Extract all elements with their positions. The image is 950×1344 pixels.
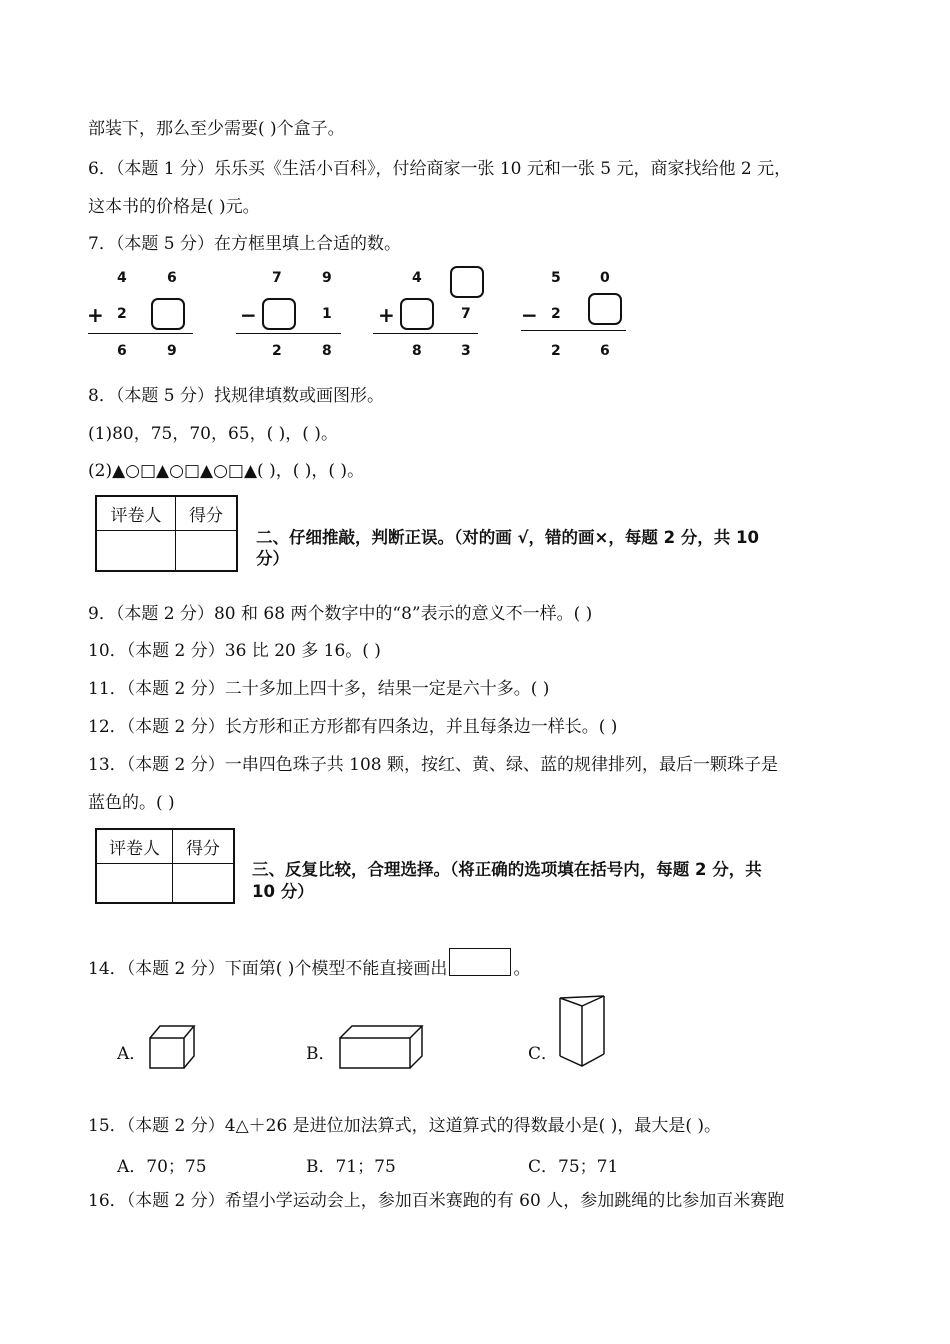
question-16: 16．（本题 2 分）希望小学运动会上，参加百米赛跑的有 60 人，参加跳绳的比参加百米赛跑 — [88, 1191, 785, 1211]
question-11: 11．（本题 2 分）二十多加上四十多，结果一定是六十多。( ) — [88, 679, 550, 699]
sum-line — [521, 330, 626, 331]
digit: 2 — [551, 343, 561, 359]
operator: − — [521, 303, 538, 327]
option-b[interactable]: B．71；75 — [306, 1157, 396, 1177]
grader-header: 评卷人 — [96, 496, 176, 530]
question-14 — [88, 948, 530, 980]
operator: + — [87, 303, 104, 327]
score-cell[interactable] — [176, 530, 238, 571]
score-table — [95, 828, 235, 904]
option-b-label[interactable]: B． — [306, 1044, 336, 1064]
question-8: 8．（本题 5 分）找规律填数或画图形。 — [88, 386, 384, 406]
question-13-cont: 蓝色的。( ) — [88, 793, 175, 813]
answer-box[interactable] — [262, 298, 296, 330]
answer-box[interactable] — [151, 298, 185, 330]
digit: 6 — [167, 270, 177, 286]
question-13: 13．（本题 2 分）一串四色珠子共 108 颗，按红、黄、绿、蓝的规律排列，最后一颗珠子是 — [88, 755, 779, 775]
digit: 3 — [461, 343, 471, 359]
question-10: 10．（本题 2 分）36 比 20 多 16。( ) — [88, 641, 381, 661]
question-9: 9．（本题 2 分）80 和 68 两个数字中的“8”表示的意义不一样。( ) — [88, 604, 593, 624]
digit: 6 — [117, 343, 127, 359]
digit: 2 — [272, 343, 282, 359]
score-cell[interactable] — [173, 863, 235, 903]
grader-header: 评卷人 — [96, 829, 173, 863]
question-7: 7．（本题 5 分）在方框里填上合适的数。 — [88, 234, 401, 254]
section-3-title-cont: 10 分） — [252, 882, 314, 901]
digit: 0 — [600, 270, 610, 286]
section-2-title: 二、仔细推敲，判断正误。（对的画 √，错的画×，每题 2 分，共 10 — [256, 528, 760, 547]
option-a-label[interactable]: A． — [117, 1044, 147, 1064]
question-6: 6．（本题 1 分）乐乐买《生活小百科》，付给商家一张 10 元和一张 5 元，商家找给他 2 元， — [88, 159, 792, 179]
question-14-text: 14．（本题 2 分）下面第( )个模型不能直接画出 — [88, 959, 448, 979]
cuboid-icon — [338, 1024, 424, 1070]
cube-icon — [148, 1024, 196, 1070]
operator: − — [240, 303, 257, 327]
score-header: 得分 — [173, 829, 235, 863]
answer-box[interactable] — [450, 266, 484, 298]
question-15: 15．（本题 2 分）4△＋26 是进位加法算式，这道算式的得数最小是( )，最大是( )。 — [88, 1116, 722, 1136]
question-8-part1: (1)80，75，70，65，( )，( )。 — [88, 424, 338, 444]
text-line: 部装下，那么至少需要( )个盒子。 — [88, 119, 345, 139]
digit: 8 — [322, 343, 332, 359]
triangular-prism-icon — [558, 994, 608, 1068]
option-a[interactable]: A．70；75 — [117, 1157, 207, 1177]
digit: 9 — [167, 343, 177, 359]
grader-cell[interactable] — [96, 863, 173, 903]
sum-line — [373, 333, 478, 334]
grader-cell[interactable] — [96, 530, 176, 571]
question-14-end: 。 — [513, 959, 531, 979]
digit: 2 — [551, 306, 561, 322]
digit: 2 — [117, 306, 127, 322]
digit: 4 — [117, 270, 127, 286]
score-header: 得分 — [176, 496, 238, 530]
digit: 7 — [272, 270, 282, 286]
digit: 8 — [412, 343, 422, 359]
question-12: 12．（本题 2 分）长方形和正方形都有四条边，并且每条边一样长。( ) — [88, 717, 618, 737]
answer-box[interactable] — [588, 293, 622, 325]
sum-line — [88, 333, 193, 334]
digit: 9 — [322, 270, 332, 286]
section-2-title-cont: 分） — [256, 549, 289, 568]
rectangle-icon — [449, 948, 511, 976]
option-c[interactable]: C．75；71 — [528, 1157, 619, 1177]
score-table — [95, 495, 238, 572]
question-8-part2: (2)▲○□▲○□▲○□▲( )，( )，( )。 — [88, 461, 365, 481]
digit: 1 — [322, 306, 332, 322]
digit: 4 — [412, 270, 422, 286]
sum-line — [236, 333, 341, 334]
section-3-title: 三、反复比较，合理选择。（将正确的选项填在括号内，每题 2 分，共 — [252, 860, 762, 879]
question-6-cont: 这本书的价格是( )元。 — [88, 197, 260, 217]
operator: + — [378, 303, 395, 327]
answer-box[interactable] — [400, 298, 434, 330]
digit: 7 — [461, 306, 471, 322]
digit: 6 — [600, 343, 610, 359]
digit: 5 — [551, 270, 561, 286]
option-c-label[interactable]: C． — [528, 1044, 559, 1064]
